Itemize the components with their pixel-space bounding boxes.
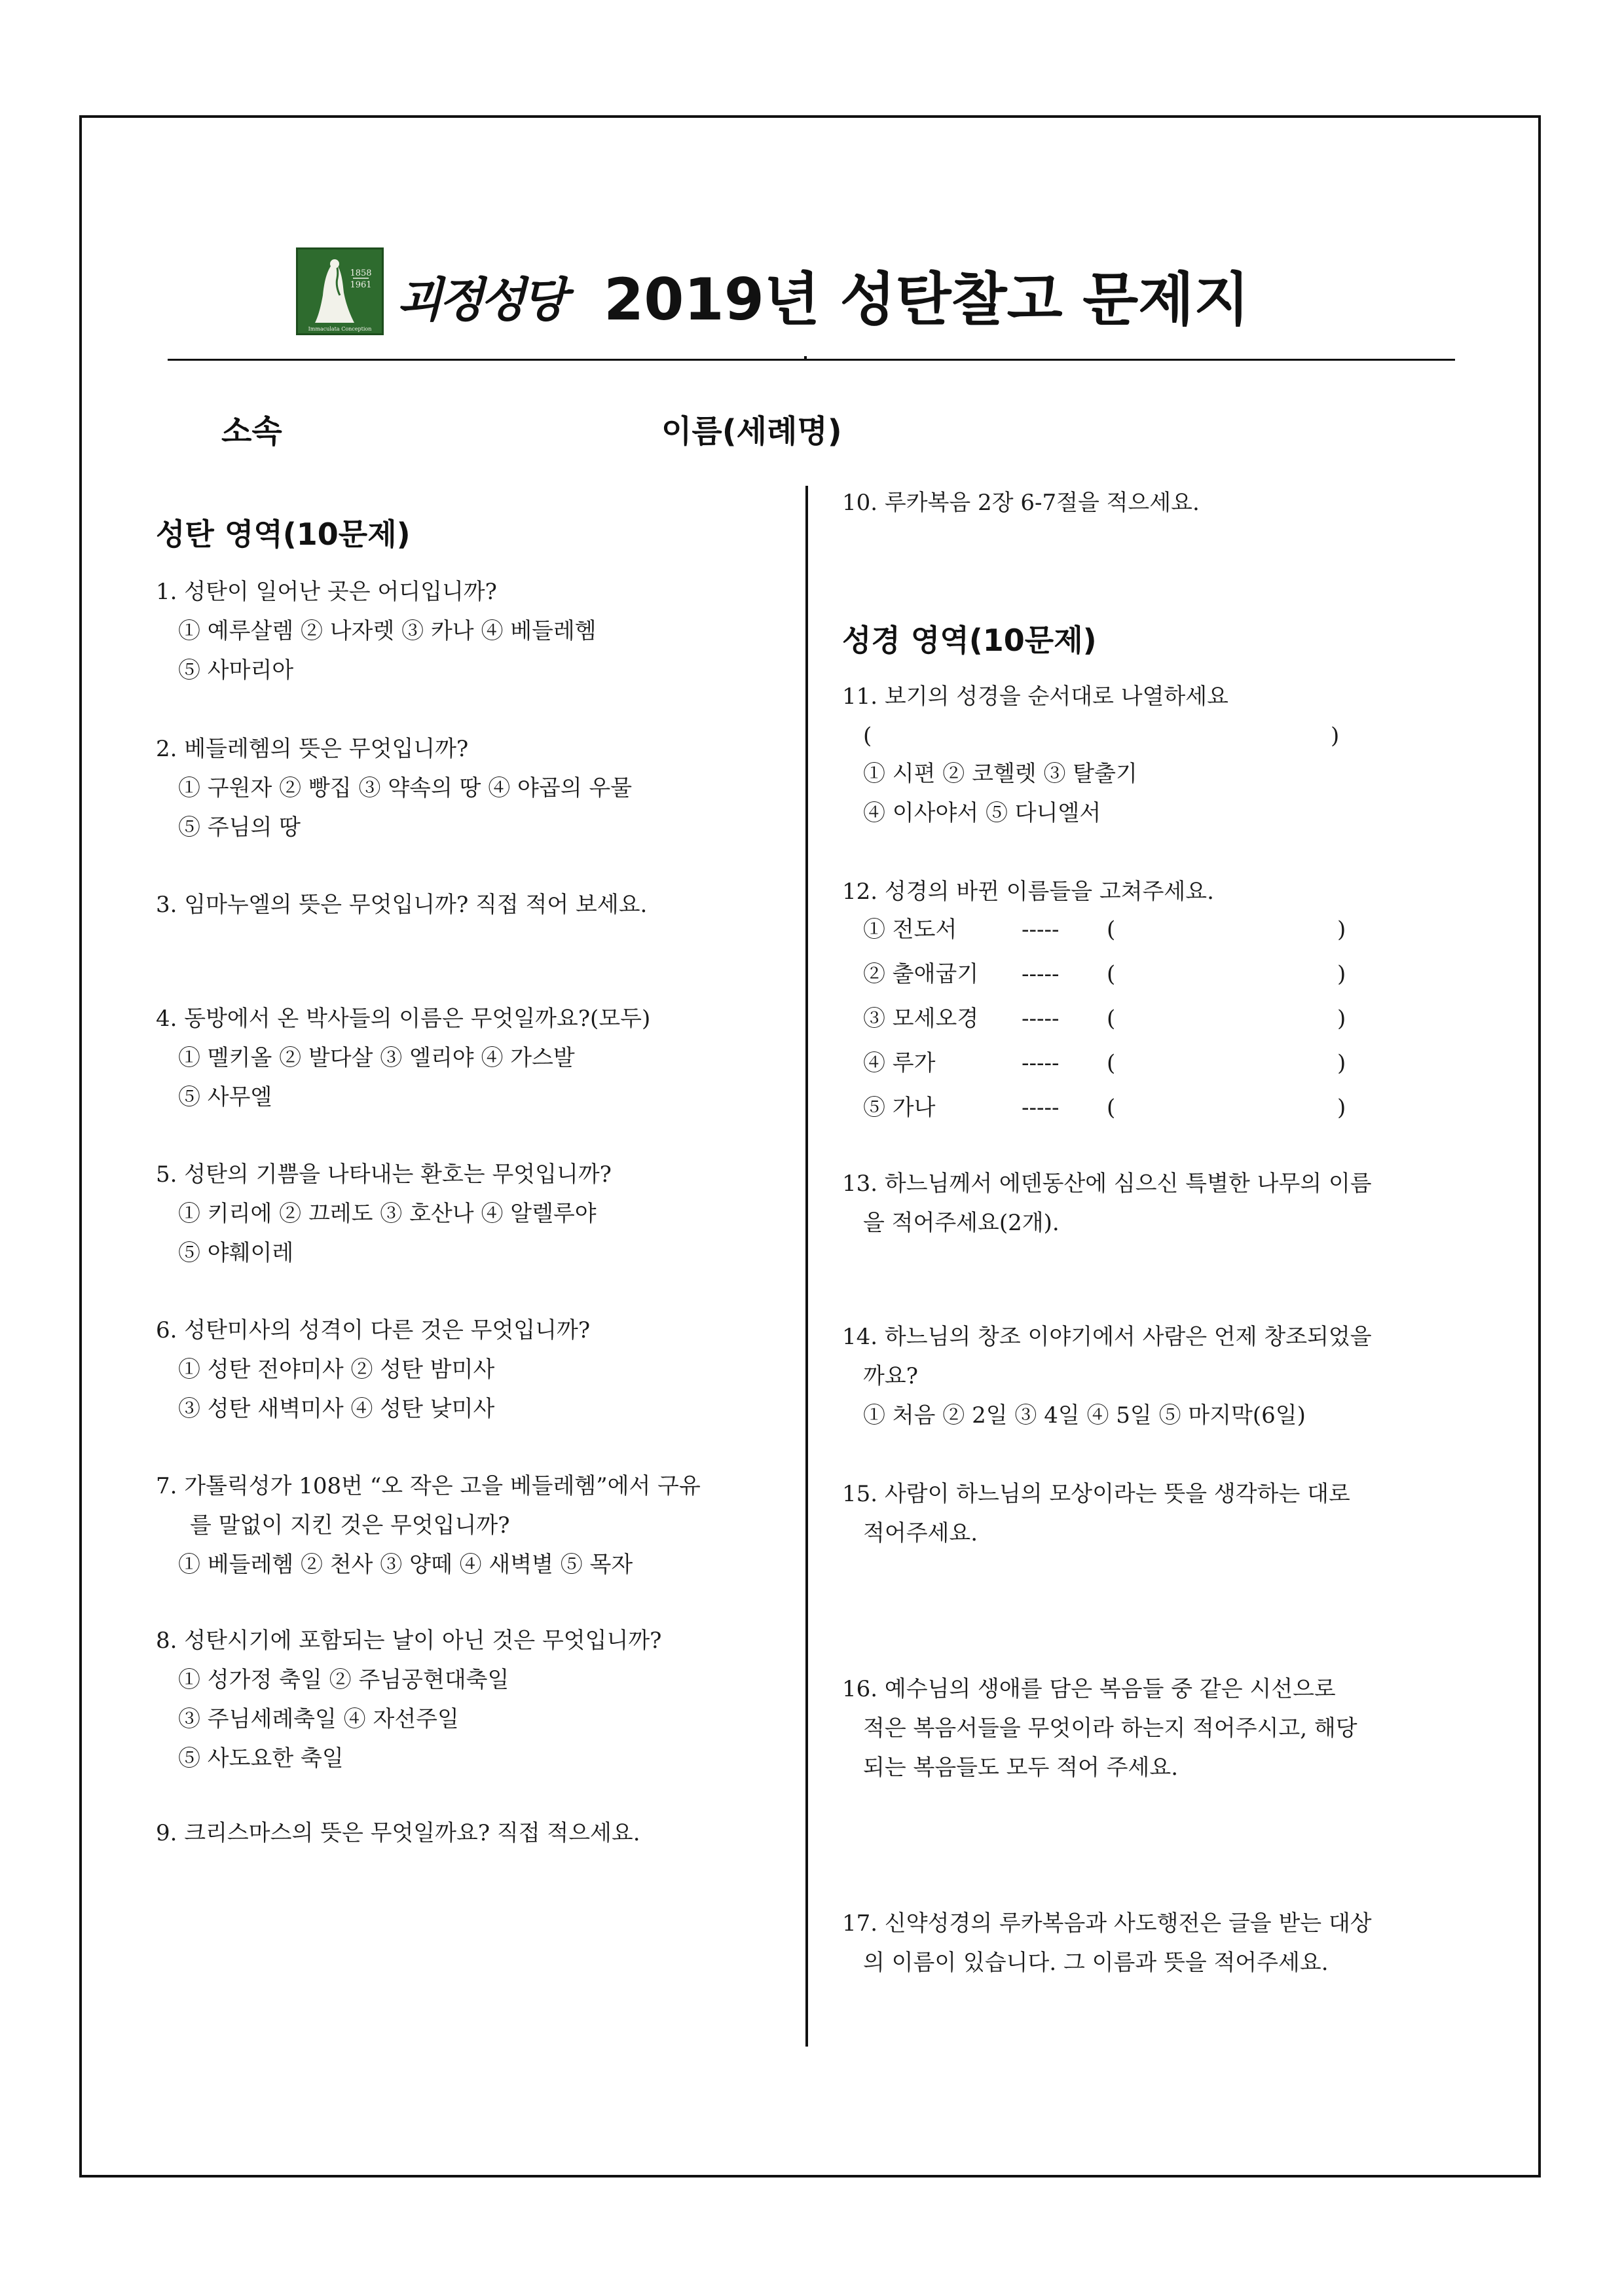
column-divider: [805, 486, 808, 2047]
question-5-options: ① 키리에 ② 끄레도 ③ 호산나 ④ 알렐루야: [178, 1201, 597, 1227]
svg-text:1961: 1961: [350, 280, 372, 290]
question-10: 10. 루카복음 2장 6-7절을 적으세요.: [842, 490, 1200, 516]
answer-blank-open: (: [863, 723, 872, 749]
rename-row-name: ① 전도서: [863, 917, 957, 943]
question-14-continued: 까요?: [863, 1363, 918, 1389]
question-6-options: ③ 성탄 새벽미사 ④ 성탄 낮미사: [178, 1396, 495, 1422]
rename-row-open: (: [1107, 1006, 1116, 1032]
question-16-continued: 적은 복음서들을 무엇이라 하는지 적어주시고, 해당: [863, 1715, 1357, 1741]
rename-row-open: (: [1107, 961, 1116, 987]
rename-row-close: ): [1337, 1006, 1346, 1032]
question-6-options: ① 성탄 전야미사 ② 성탄 밤미사: [178, 1357, 495, 1383]
svg-text:1858: 1858: [350, 268, 372, 278]
rename-row-name: ② 출애굽기: [863, 961, 979, 987]
affiliation-label: 소속: [221, 413, 282, 450]
answer-blank-close: ): [1331, 723, 1340, 749]
question-4: 4. 동방에서 온 박사들의 이름은 무엇일까요?(모두): [156, 1006, 651, 1032]
question-8-options: ⑤ 사도요한 축일: [178, 1745, 344, 1772]
question-6: 6. 성탄미사의 성격이 다른 것은 무엇입니까?: [156, 1317, 591, 1343]
madonna-icon: [298, 249, 382, 333]
section-title-christmas: 성탄 영역(10문제): [156, 517, 411, 552]
svg-text:Immaculata Conception: Immaculata Conception: [308, 326, 372, 332]
question-15: 15. 사람이 하느님의 모상이라는 뜻을 생각하는 대로: [842, 1481, 1350, 1507]
question-5: 5. 성탄의 기쁨을 나타내는 환호는 무엇입니까?: [156, 1161, 612, 1188]
question-7-options: ① 베들레헴 ② 천사 ③ 양떼 ④ 새벽별 ⑤ 목자: [178, 1552, 633, 1578]
question-16-continued: 되는 복음들도 모두 적어 주세요.: [863, 1755, 1179, 1781]
question-2-options: ① 구원자 ② 빵집 ③ 약속의 땅 ④ 야곱의 우물: [178, 775, 633, 801]
rename-row-open: (: [1107, 1050, 1116, 1076]
rename-row-close: ): [1337, 917, 1346, 943]
question-11: 11. 보기의 성경을 순서대로 나열하세요: [842, 683, 1228, 710]
question-16: 16. 예수님의 생애를 담은 복음들 중 같은 시선으로: [842, 1676, 1336, 1702]
question-14-options: ① 처음 ② 2일 ③ 4일 ④ 5일 ⑤ 마지막(6일): [863, 1402, 1306, 1429]
question-13: 13. 하느님께서 에덴동산에 심으신 특별한 나무의 이름: [842, 1171, 1372, 1197]
header-divider: [168, 359, 1455, 361]
page-title: 2019년 성탄찰고 문제지: [604, 266, 1250, 333]
question-2-options: ⑤ 주님의 땅: [178, 814, 301, 841]
rename-row-close: ): [1337, 1095, 1346, 1121]
question-5-options: ⑤ 야훼이레: [178, 1240, 294, 1266]
question-8-options: ① 성가정 축일 ② 주님공현대축일: [178, 1667, 509, 1693]
question-1-options: ① 예루살렘 ② 나자렛 ③ 카나 ④ 베들레헴: [178, 618, 597, 644]
rename-row-close: ): [1337, 1050, 1346, 1076]
rename-row-dash: -----: [1022, 1095, 1060, 1121]
question-14: 14. 하느님의 창조 이야기에서 사람은 언제 창조되었을: [842, 1324, 1372, 1350]
section-title-bible: 성경 영역(10문제): [842, 623, 1097, 658]
question-9: 9. 크리스마스의 뜻은 무엇일까요? 직접 적으세요.: [156, 1820, 640, 1846]
name-label: 이름(세례명): [661, 413, 842, 450]
question-12: 12. 성경의 바뀐 이름들을 고쳐주세요.: [842, 879, 1214, 905]
header: [296, 247, 1344, 339]
rename-row-open: (: [1107, 917, 1116, 943]
rename-row-dash: -----: [1022, 1006, 1060, 1032]
church-name-script: 괴정성당: [397, 272, 564, 327]
question-8: 8. 성탄시기에 포함되는 날이 아닌 것은 무엇입니까?: [156, 1628, 662, 1654]
rename-row-name: ④ 루가: [863, 1050, 936, 1076]
rename-row-name: ③ 모세오경: [863, 1006, 979, 1032]
church-logo: [296, 247, 384, 335]
question-17-continued: 의 이름이 있습니다. 그 이름과 뜻을 적어주세요.: [863, 1950, 1329, 1976]
question-15-continued: 적어주세요.: [863, 1520, 978, 1546]
question-2: 2. 베들레헴의 뜻은 무엇입니까?: [156, 736, 469, 762]
rename-row-name: ⑤ 가나: [863, 1095, 936, 1121]
question-1: 1. 성탄이 일어난 곳은 어디입니까?: [156, 579, 497, 605]
rename-row-dash: -----: [1022, 917, 1060, 943]
question-1-options: ⑤ 사마리아: [178, 657, 294, 683]
question-8-options: ③ 주님세례축일 ④ 자선주일: [178, 1706, 459, 1732]
rename-row-dash: -----: [1022, 961, 1060, 987]
question-17: 17. 신약성경의 루카복음과 사도행전은 글을 받는 대상: [842, 1910, 1372, 1937]
divider-mark: [804, 356, 807, 361]
question-4-options: ① 멜키올 ② 발다살 ③ 엘리야 ④ 가스발: [178, 1045, 575, 1071]
rename-row-open: (: [1107, 1095, 1116, 1121]
question-11-options: ① 시편 ② 코헬렛 ③ 탈출기: [863, 761, 1137, 787]
question-7-continued: 를 말없이 지킨 것은 무엇입니까?: [190, 1512, 510, 1539]
question-7: 7. 가톨릭성가 108번 “오 작은 고을 베들레헴”에서 구유: [156, 1473, 701, 1499]
question-3: 3. 임마누엘의 뜻은 무엇입니까? 직접 적어 보세요.: [156, 892, 648, 918]
rename-row-dash: -----: [1022, 1050, 1060, 1076]
rename-row-close: ): [1337, 961, 1346, 987]
question-13-continued: 을 적어주세요(2개).: [863, 1210, 1060, 1236]
question-11-options: ④ 이사야서 ⑤ 다니엘서: [863, 800, 1101, 826]
question-4-options: ⑤ 사무엘: [178, 1084, 272, 1110]
